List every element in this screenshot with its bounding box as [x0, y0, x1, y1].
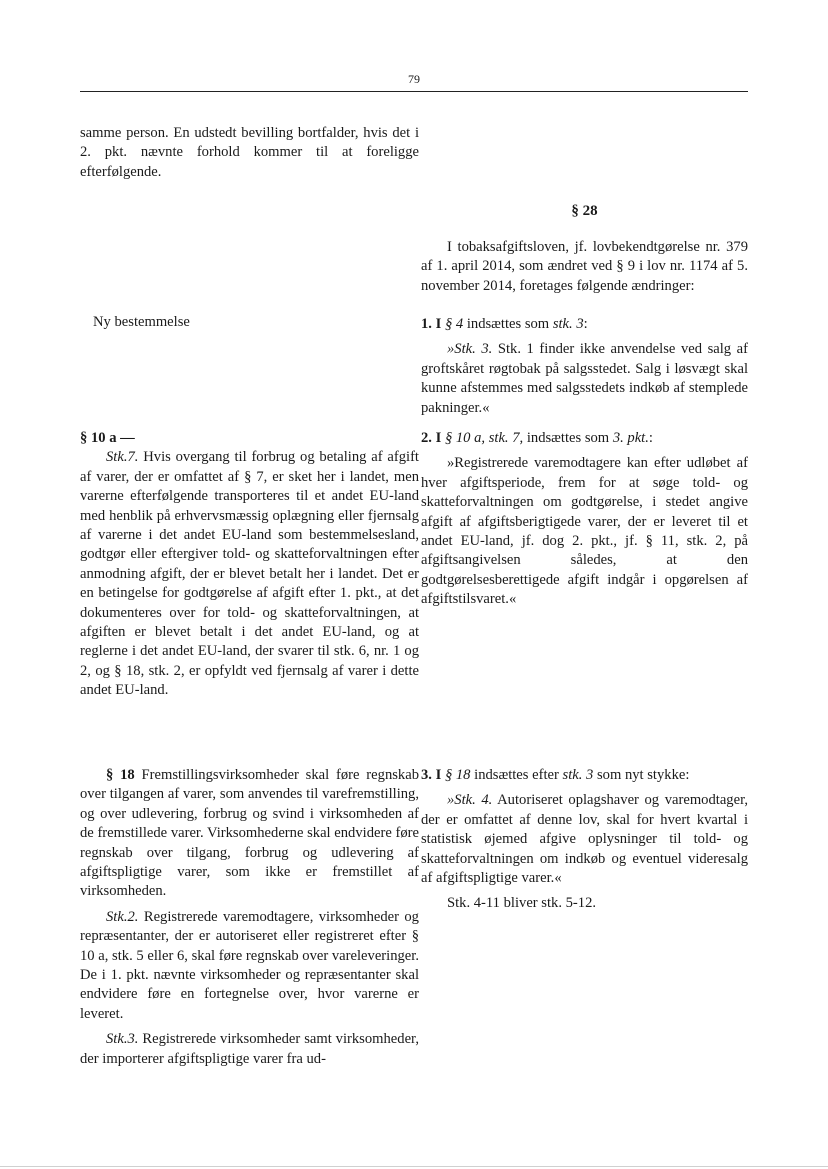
change-3-quote: »Stk. 4. Autoriseret oplagshaver og varemodtager, der er omfattet af denne lov, skal for hvert kvartal i statistisk øjemed afgive oplysninger til told- og skatteforvaltningen om indkøb og eventuel videresalg af afgiftspligtige varer.«	[421, 792, 748, 887]
stk7-label: Stk.7.	[106, 449, 139, 466]
change-1-quote: »Stk. 3. Stk. 1 finder ikke anvendelse ved salg af groftskåret røgtobak på salgsstedet. Salg i løsvægt skal kunne afstemmes med salgsstedets indkøb af stemplede pakninger.«	[421, 341, 748, 416]
stk2-text: Registrerede varemodtagere, virksomheder og repræsentanter, der er autoriseret eller registreret efter § 10 a, stk. 5 eller 6, skal føre regnskab over vareleveringer. De i 1. pkt. nævnte virksomheder og repræsentanter skal endvidere føre en fortegnelse over, hvor varerne er leveret.	[80, 908, 419, 1022]
change-1	[421, 315, 748, 418]
page-number: 79	[408, 72, 420, 86]
section-18	[80, 766, 419, 1069]
left-intro-paragraph	[80, 124, 419, 182]
intro-text: samme person. En udstedt bevilling bortfalder, hvis det i 2. pkt. nævnte forhold kommer til at foreligge efterfølgende.	[80, 125, 419, 180]
section-18-stk2	[80, 908, 419, 1024]
stk7-text: Hvis overgang til forbrug og betaling af afgift af varer, der er omfattet af § 7, er sket her i landet, men varerne efterfølgende transporteres til et andet EU-land med henblik på erhvervsmæssig oplægning eller fjernsalg af varerne i det andet EU-land som bestemmelsesland, godtgør eller eftergiver told- og skatteforvaltningen efter anmodning afgift, der er blevet betalt her i landet. Det er en betingelse for godtgørelse af afgift efter 1. pkt., at det dokumenteres over for told- og skatteforvaltningen, at afgiften er blevet betalt i det andet EU-land, og at reglerne i det andet EU-land, der svarer til stk. 6, nr. 1 og 2, og § 18, stk. 2, er opfyldt ved fjernsalg af varer i dette andet EU-land.	[80, 449, 419, 699]
section-10a-stk7	[80, 448, 419, 700]
ny-bestemmelse-label: Ny bestemmelse	[93, 314, 190, 330]
section-10a-heading: § 10 a —	[80, 430, 135, 446]
section-28-heading: § 28	[571, 203, 598, 219]
change-3	[421, 766, 748, 914]
section-18-text: Fremstillingsvirksomheder skal føre regnskab over tilgangen af varer, som anvendes til varefremstilling, og over udlevering, forbrug og svind i virksomheden af de fremstillede varer. Virksomhederne skal endvidere føre regnskab over tilgang, forbrug og udlevering af afgiftspligtige varer, som ikke er fremstillet af virksomheden.	[80, 767, 419, 900]
change-2-quote: »Registrerede varemodtagere kan efter udløbet af hver afgiftsperiode, frem for at søge told- og skatteforvaltningen om godtgørelse, i stedet angive afgift af afgiftsberigtigede varer, der er leveret til et andet EU-land, jf. dog 2. pkt., jf. § 11, stk. 2, på afgiftsangivelsen således, at den godtgørelsesberettigede afgift indgår i opgørelsen af afgiftstilsvaret.«	[421, 455, 748, 608]
stk3-text: Registrerede virksomheder samt virksomheder, der importerer afgiftspligtige varer fra ud-	[80, 1031, 419, 1067]
stk2-label: Stk.2.	[106, 908, 139, 925]
stk3-label: Stk.3.	[106, 1031, 139, 1048]
section-18-heading: § 18	[106, 767, 135, 783]
change-3-heading: 3. I § 18 indsættes efter stk. 3 som nyt stykke:	[421, 767, 690, 783]
change-2	[421, 429, 748, 610]
change-3-renumber: Stk. 4-11 bliver stk. 5-12.	[447, 895, 597, 912]
section-18-para	[80, 766, 419, 902]
change-1-heading: 1. I § 4 indsættes som stk. 3:	[421, 316, 588, 332]
change-2-heading: 2. I § 10 a, stk. 7, indsættes som 3. pkt.:	[421, 430, 653, 446]
section-18-stk3	[80, 1030, 419, 1069]
page-bottom-edge	[0, 1166, 828, 1167]
header-rule	[80, 91, 748, 92]
section-10a	[80, 429, 419, 701]
section-28-intro: I tobaksafgiftsloven, jf. lovbekendtgørelse nr. 379 af 1. april 2014, som ændret ved § 9 i lov nr. 1174 af 5. november 2014, foretages følgende ændringer:	[421, 239, 748, 294]
